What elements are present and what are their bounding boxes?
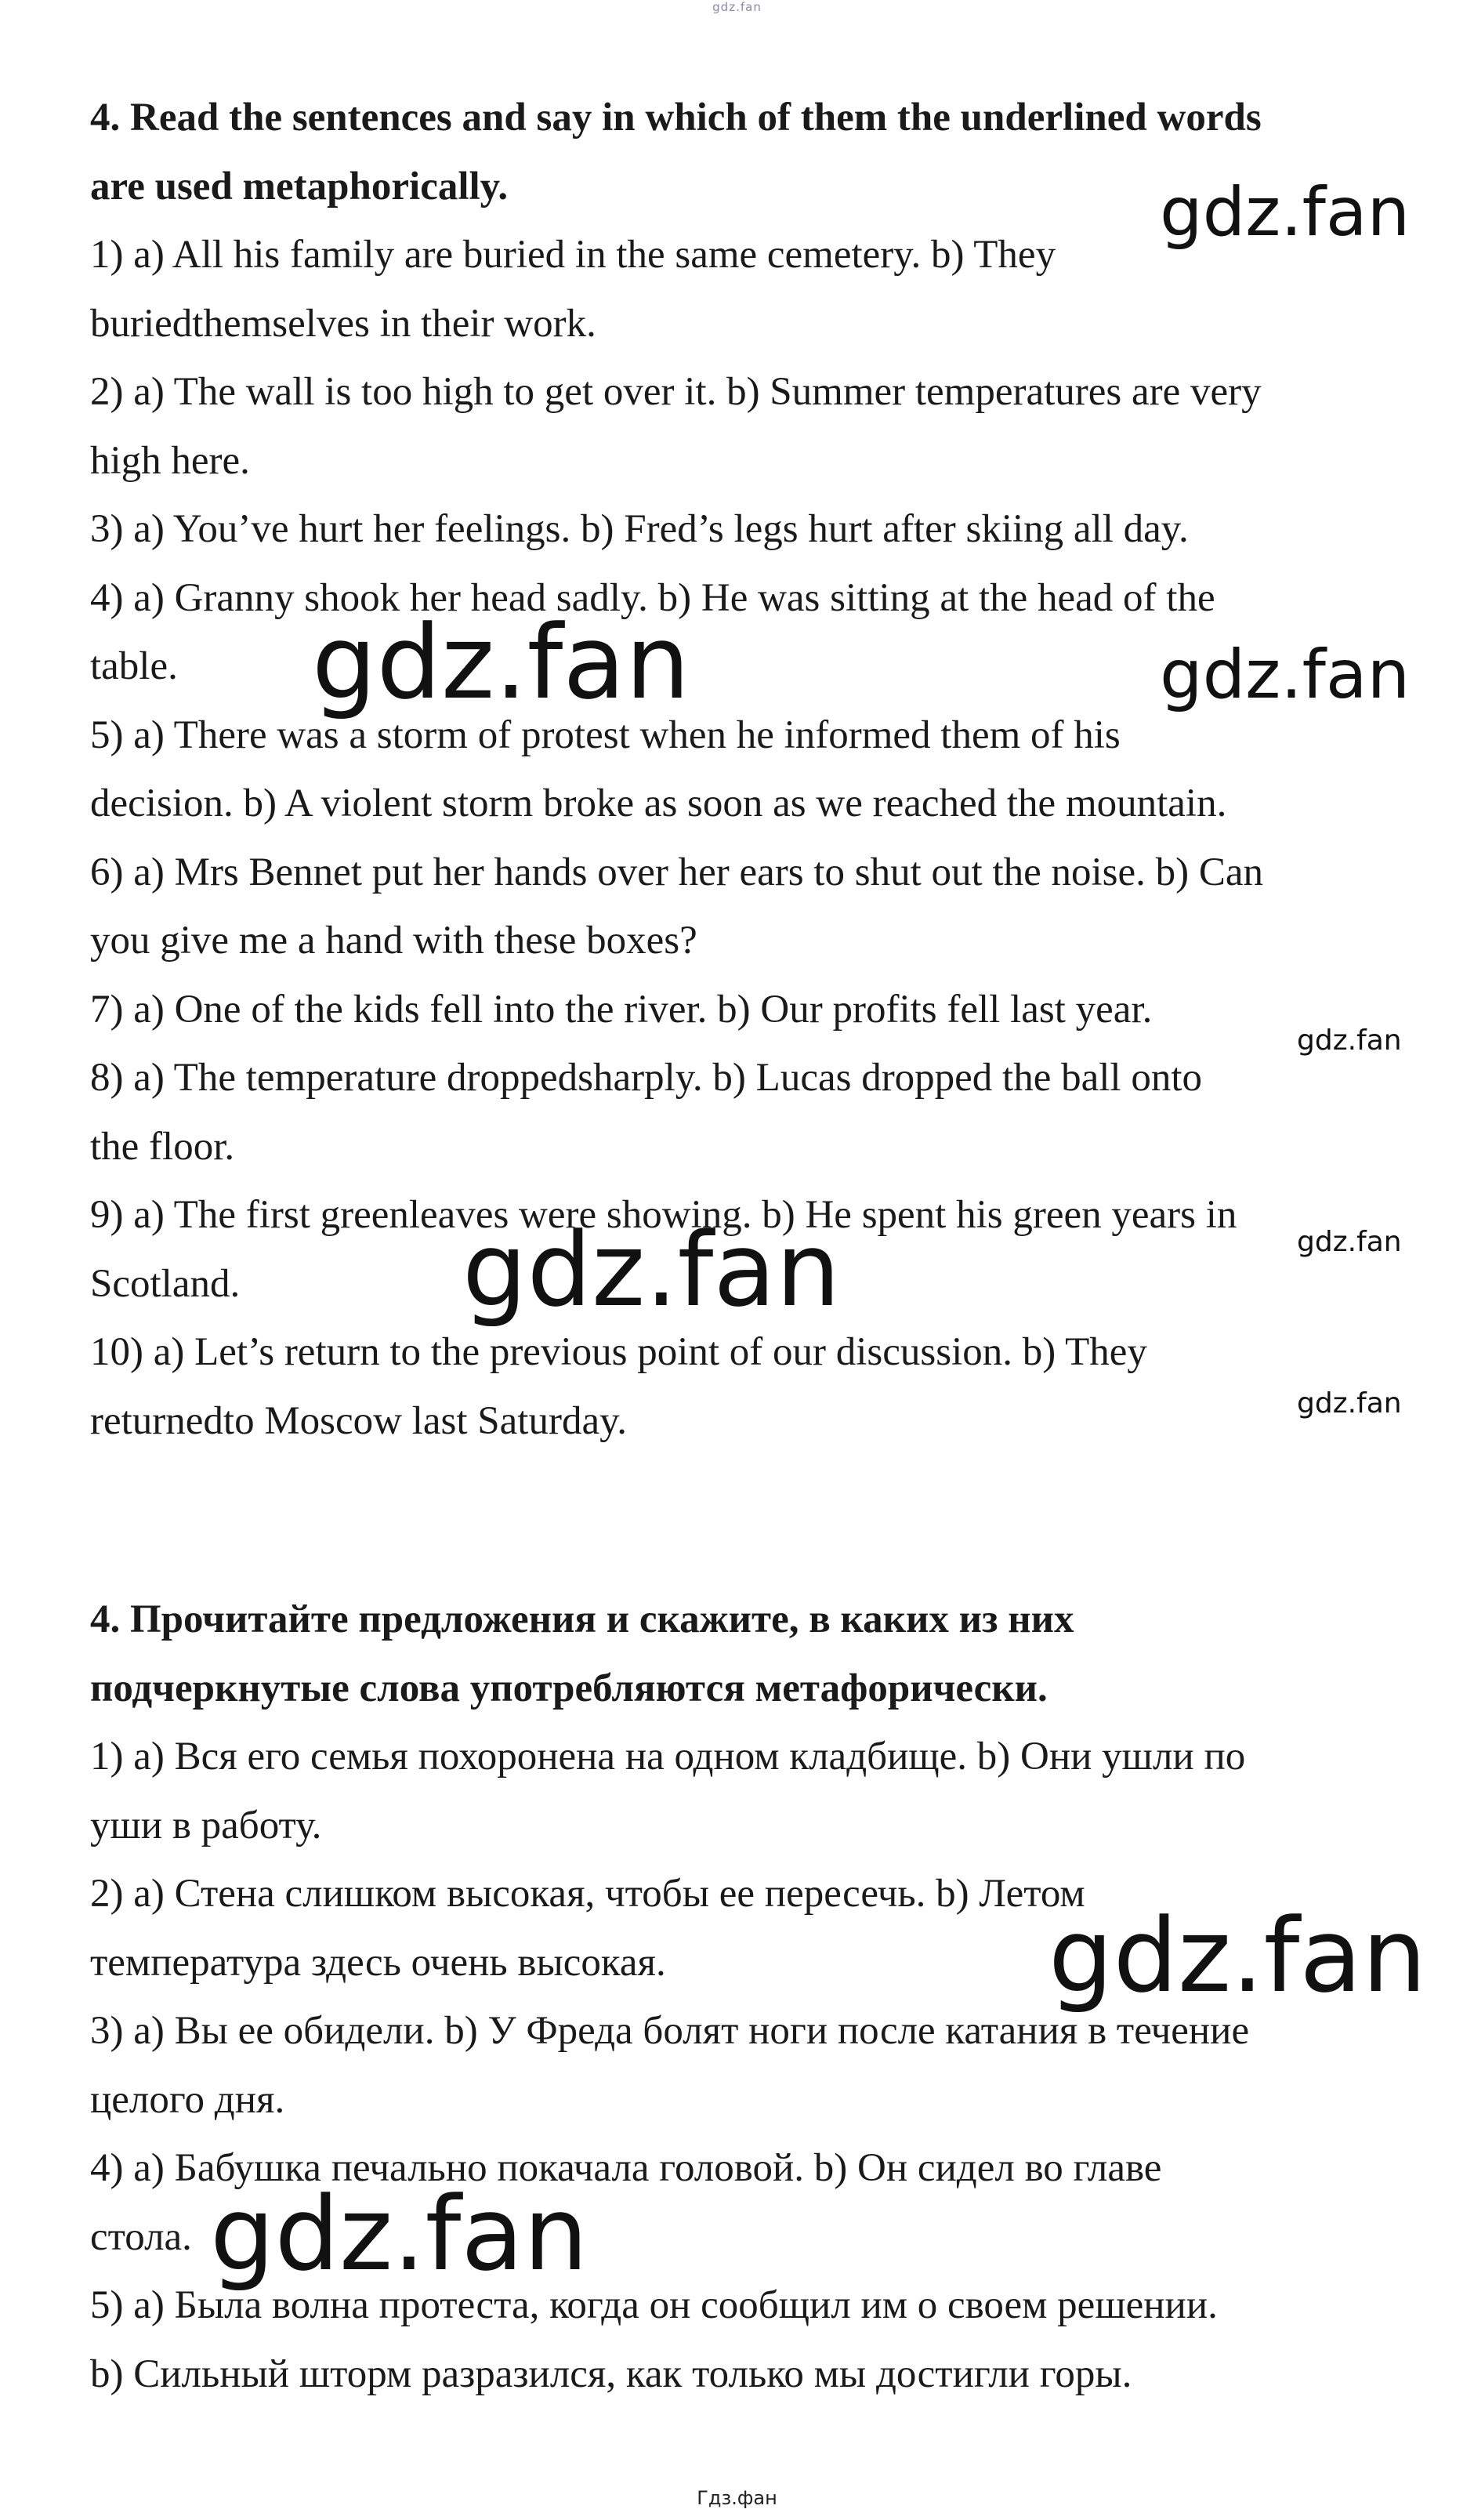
exercise-text-line: 3) a) You’ve hurt her feelings. b) Fred’s legs hurt after skiing all day. bbox=[90, 507, 1189, 551]
english-exercise bbox=[90, 84, 1438, 1456]
exercise-heading-line: 4. Прочитайте предложения и скажите, в каких из них bbox=[90, 1597, 1074, 1641]
exercise-text-line: buriedthemselves in their work. bbox=[90, 301, 596, 346]
watermark: gdz.fan bbox=[1297, 1024, 1402, 1057]
exercise-text-line: 5) a) There was a storm of protest when he informed them of his bbox=[90, 712, 1121, 757]
exercise-text-line: 8) a) The temperature droppedsharply. b) Lucas dropped the ball onto bbox=[90, 1056, 1203, 1100]
exercise-text-line: the floor. bbox=[90, 1124, 235, 1169]
exercise-heading-line: are used metaphorically. bbox=[90, 164, 509, 208]
exercise-text-line: high here. bbox=[90, 438, 250, 483]
exercise-text-line: целого дня. bbox=[90, 2077, 285, 2122]
footer-watermark: Гдз.фан bbox=[697, 2487, 777, 2509]
exercise-text-line: 4) а) Бабушка печально покачала головой. b) Он сидел во главе bbox=[90, 2146, 1162, 2190]
exercise-heading-line: 4. Read the sentences and say in which of them the underlined words bbox=[90, 96, 1262, 140]
exercise-text-line: 2) а) Стена слишком высокая, чтобы ее пересечь. b) Летом bbox=[90, 1872, 1085, 1916]
exercise-text-line: 3) а) Вы ее обидели. b) У Фреда болят ноги после катания в течение bbox=[90, 2009, 1250, 2053]
exercise-text-line: returnedto Moscow last Saturday. bbox=[90, 1398, 628, 1443]
exercise-text-line: 4) a) Granny shook her head sadly. b) He was sitting at the head of the bbox=[90, 575, 1215, 620]
watermark: gdz.fan bbox=[1297, 1226, 1402, 1258]
exercise-heading-line: подчеркнутые слова употребляются метафорически. bbox=[90, 1666, 1048, 1710]
watermark: gdz.fan bbox=[1048, 1896, 1427, 2015]
exercise-text-line: 7) a) One of the kids fell into the river. b) Our profits fell last year. bbox=[90, 987, 1153, 1032]
exercise-text-line: 2) a) The wall is too high to get over it. b) Summer temperatures are very bbox=[90, 370, 1262, 414]
exercise-text-line: you give me a hand with these boxes? bbox=[90, 919, 697, 963]
watermark: gdz.fan bbox=[1160, 173, 1411, 252]
russian-exercise bbox=[90, 1586, 1438, 2409]
exercise-text-line: 1) а) Вся его семья похоронена на одном кладбище. b) Они ушли по bbox=[90, 1735, 1246, 1779]
exercise-text-line: 1) a) All his family are buried in the same cemetery. b) They bbox=[90, 233, 1056, 277]
exercise-text-line: температура здесь очень высокая. bbox=[90, 1940, 666, 1985]
watermark: gdz.fan bbox=[1297, 1387, 1402, 1420]
exercise-text-line: стола. bbox=[90, 2214, 192, 2259]
exercise-text-line: 9) a) The first greenleaves were showing. b) He spent his green years in bbox=[90, 1193, 1237, 1237]
exercise-text-line: 10) a) Let’s return to the previous point of our discussion. b) They bbox=[90, 1330, 1147, 1374]
exercise-text-line: 6) a) Mrs Bennet put her hands over her ears to shut out the noise. b) Can bbox=[90, 850, 1264, 894]
exercise-text-line: Scotland. bbox=[90, 1261, 241, 1306]
exercise-text-line: table. bbox=[90, 644, 178, 688]
watermark: gdz.fan bbox=[462, 1210, 841, 1329]
exercise-text-line: decision. b) A violent storm broke as soon as we reached the mountain. bbox=[90, 781, 1227, 825]
watermark: gdz.fan bbox=[1160, 636, 1411, 714]
exercise-text-line: b) Сильный шторм разразился, как только мы достигли горы. bbox=[90, 2351, 1132, 2396]
watermark: gdz.fan bbox=[312, 603, 690, 722]
exercise-text-line: 5) а) Была волна протеста, когда он сообщил им о своем решении. bbox=[90, 2283, 1218, 2327]
header-watermark: gdz.fan bbox=[712, 0, 762, 14]
exercise-text-line: уши в работу. bbox=[90, 1803, 322, 1847]
watermark: gdz.fan bbox=[210, 2174, 589, 2293]
